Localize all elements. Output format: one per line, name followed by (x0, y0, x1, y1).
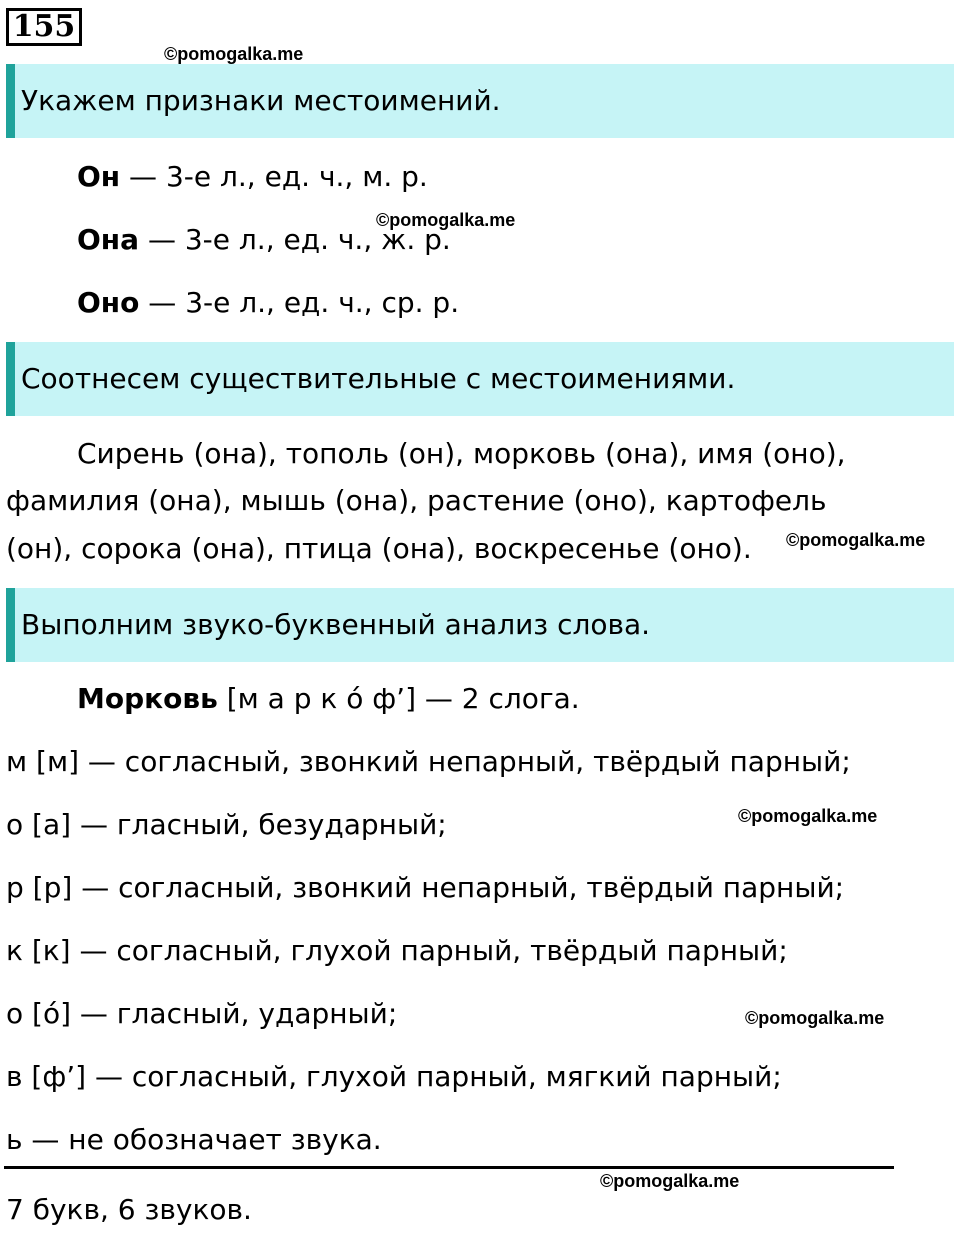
section-heading: Соотнесем существительные с местоимениями. (6, 342, 954, 416)
watermark: ©pomogalka.me (600, 1171, 740, 1191)
letter-analysis-line: в [ф’] — согласный, глухой парный, мягкий парный; (6, 1060, 782, 1093)
pronoun-features: — 3-е л., ед. ч., ж. р. (139, 223, 451, 256)
paragraph-line: (он), сорока (она), птица (она), воскресенье (оно). (6, 532, 752, 565)
watermark: ©pomogalka.me (376, 210, 516, 230)
total-count: 7 букв, 6 звуков. (6, 1193, 252, 1226)
section-heading: Выполним звуко-буквенный анализ слова. (6, 588, 954, 662)
letter-analysis-line: к [к] — согласный, глухой парный, твёрдый парный; (6, 934, 788, 967)
watermark: ©pomogalka.me (786, 530, 926, 550)
transcription: [м а р к о́ ф’] — 2 слога. (217, 682, 580, 715)
letter-analysis-line: о [а] — гласный, безударный; (6, 808, 447, 841)
letter-analysis-line: ь — не обозначает звука. (6, 1123, 382, 1156)
watermark: ©pomogalka.me (164, 44, 304, 64)
watermark: ©pomogalka.me (745, 1008, 885, 1028)
paragraph-line: фамилия (она), мышь (она), растение (оно), картофель (6, 484, 827, 517)
letter-analysis-line: м [м] — согласный, звонкий непарный, твёрдый парный; (6, 745, 851, 778)
pronoun: Оно (77, 286, 140, 319)
pronoun-line (77, 223, 451, 257)
pronoun-features: — 3-е л., ед. ч., м. р. (120, 160, 428, 193)
pronoun-line (77, 160, 428, 194)
letter-analysis-line: о [о́] — гласный, ударный; (6, 997, 398, 1030)
word-transcription (77, 682, 580, 716)
paragraph-line: Сирень (она), тополь (он), морковь (она), имя (оно), (77, 437, 846, 470)
pronoun-line (77, 286, 459, 320)
task-number: 155 (6, 8, 82, 46)
letter-analysis-line: р [р] — согласный, звонкий непарный, твёрдый парный; (6, 871, 845, 904)
watermark: ©pomogalka.me (738, 806, 878, 826)
divider (4, 1166, 894, 1169)
analyzed-word: Морковь (77, 682, 218, 715)
section-heading: Укажем признаки местоимений. (6, 64, 954, 138)
pronoun: Она (77, 223, 140, 256)
pronoun-features: — 3-е л., ед. ч., ср. р. (139, 286, 460, 319)
pronoun: Он (77, 160, 121, 193)
